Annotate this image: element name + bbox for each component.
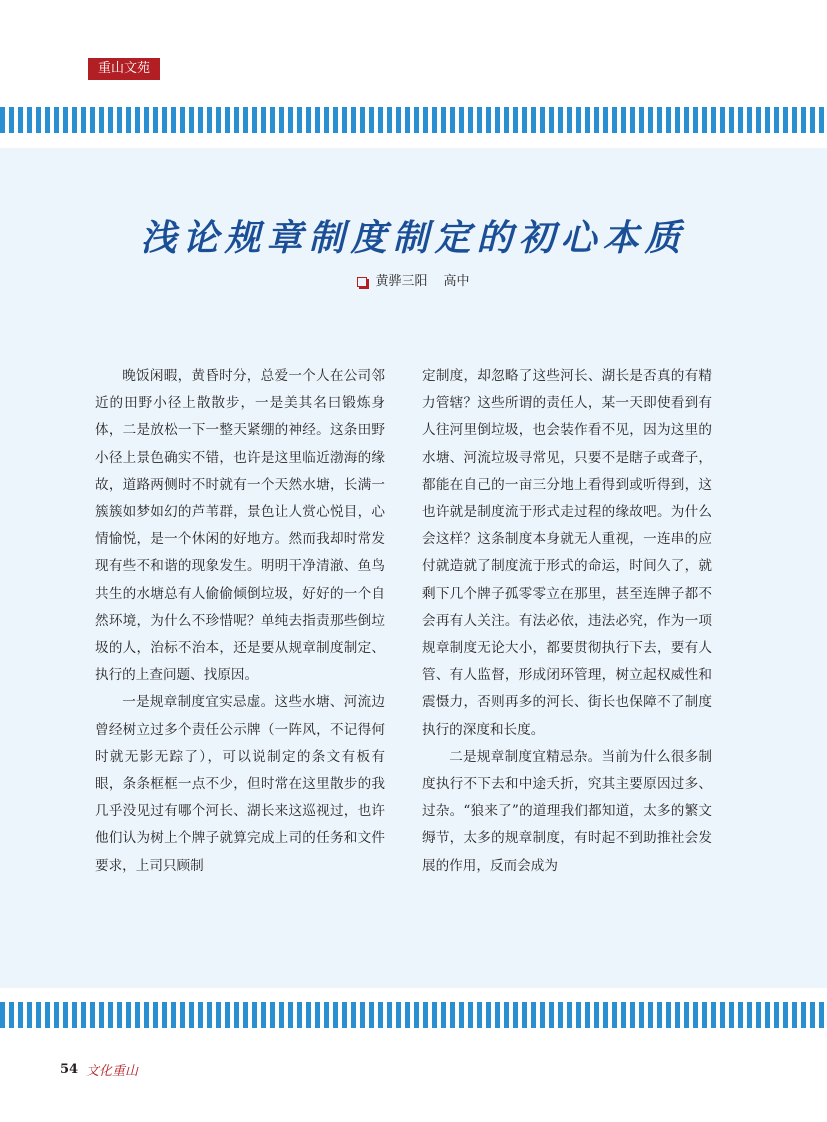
paragraph: 二是规章制度宜精忌杂。当前为什么很多制度执行不下去和中途夭折，究其主要原因过多、过杂。“狼来了”的道理我们都知道，太多的繁文缛节，太多的规章制度，有时起不到助推社会发展的作用，反而会成为 [422, 748, 712, 874]
byline [0, 270, 827, 289]
square-bullet-icon [357, 277, 367, 287]
paragraph: 晚饭闲暇，黄昏时分，总爱一个人在公司邻近的田野小径上散散步，一是美其名曰锻炼身体，二是放松一下一整天紧绷的神经。这条田野小径上景色确实不错，也许是这里临近渤海的缘故，道路两侧时不时就有一个天然水塘，长满一簇簇如梦如幻的芦苇群，景色让人赏心悦目，心情愉悦，是一个休闲的好地方。然而我却时常发现有些不和谐的现象发生。明明干净清澈、鱼鸟共生的水塘总有人偷偷倾倒垃圾，好好的一个自然环境，为什么不珍惜呢？单纯去指责那些倒垃圾的人，治标不治本，还是要从规章制度制定、执行的上查问题、找原因。 [95, 368, 385, 684]
magazine-logo: 文化重山 [86, 1064, 139, 1079]
top-stripe-divider [0, 107, 827, 133]
author-prefix: 黄骅三阳 [375, 274, 428, 289]
article-title: 浅论规章制度制定的初心本质 [140, 217, 687, 259]
page-number: 54 [60, 1062, 79, 1077]
right-column [422, 363, 712, 880]
section-tag: 重山文苑 [88, 58, 160, 80]
bottom-stripe-divider [0, 1002, 827, 1028]
author-name: 高中 [443, 274, 470, 289]
left-column [95, 363, 385, 880]
paragraph: 定制度，却忽略了这些河长、湖长是否真的有精力管辖？这些所谓的责任人，某一天即使看到有人往河里倒垃圾，也会装作看不见，因为这里的水塘、河流垃圾寻常见，只要不是瞎子或聋子，都能在自己的一亩三分地上看得到或听得到，这也许就是制度流于形式走过程的缘故吧。为什么会这样？这条制度本身就无人重视，一连串的应付就造就了制度流于形式的命运，时间久了，就剩下几个牌子孤零零立在那里，甚至连牌子都不会再有人关注。有法必依，违法必究，作为一项规章制度无论大小，都要贯彻执行下去，要有人管、有人监督，形成闭环管理，树立起权威性和震慑力，否则再多的河长、街长也保障不了制度执行的深度和长度。 [422, 368, 712, 738]
paragraph: 一是规章制度宜实忌虚。这些水塘、河流边曾经树立过多个责任公示牌（一阵风，不记得何时就无影无踪了），可以说制定的条文有板有眼，条条框框一点不少，但时常在这里散步的我几乎没见过有哪个河长、湖长来这巡视过，也许他们认为树上个牌子就算完成上司的任务和文件要求，上司只顾制 [95, 694, 385, 874]
